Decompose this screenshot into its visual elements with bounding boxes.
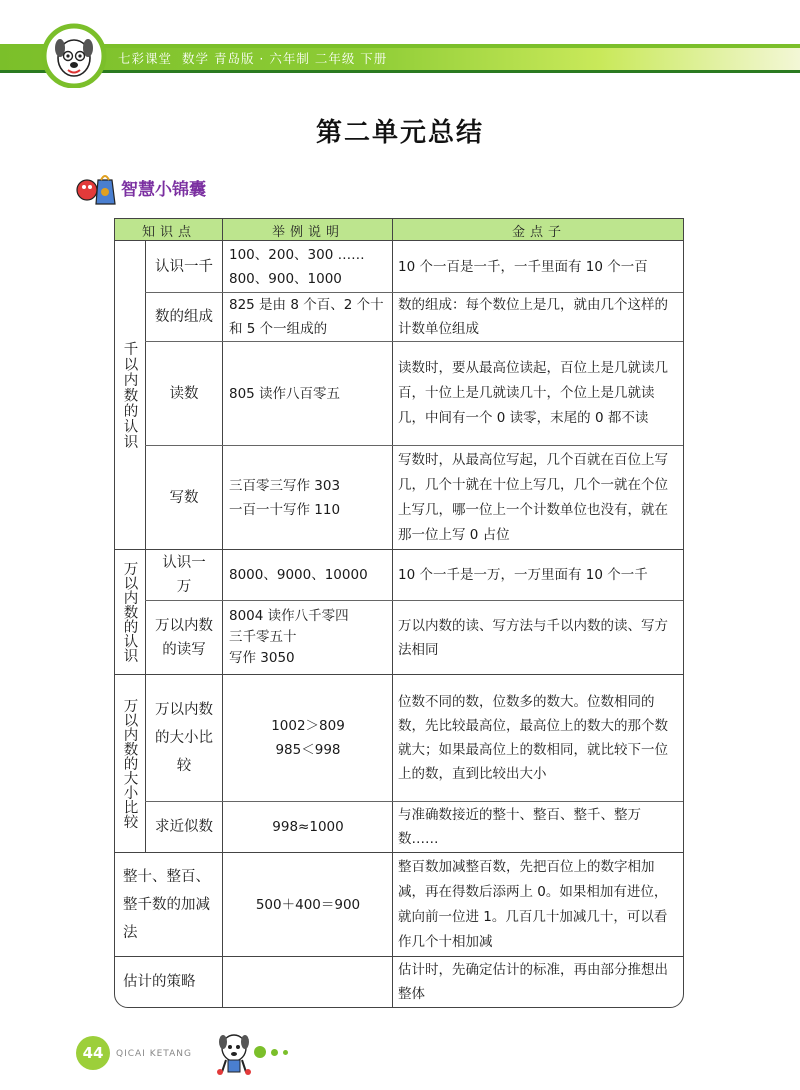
header-band-bottom <box>0 70 800 73</box>
table-row-topic: 估计的策略 <box>123 974 196 990</box>
header-golden-tip: 金点子 <box>511 224 566 240</box>
page-title: 第二单元总结 <box>315 118 484 148</box>
table-row-example: 500＋400＝900 <box>255 896 361 913</box>
table-row-topic: 万以内数的大小比较 <box>155 702 213 774</box>
table-row-topic: 万以内数的读写 <box>155 617 213 658</box>
table-row-example: 8004 读作八千零四 三千零五十 写作 3050 <box>229 608 349 666</box>
table-row-tip: 10 个一千是一万，一万里面有 10 个一千 <box>398 567 648 583</box>
group-label: 万以内数的大小比较 <box>121 698 138 829</box>
table-row-tip: 10 个一百是一千，一千里面有 10 个一百 <box>398 259 648 275</box>
table-row-example: 998≈1000 <box>272 819 344 835</box>
table-row-tip: 位数不同的数，位数多的数大。位数相同的数，先比较最高位，最高位上的数大的那个数就大；如果最高位上的数相同，就比较下一位上的数，直到比较出大小 <box>398 694 668 782</box>
table-row-tip: 写数时，从最高位写起，几个百就在百位上写几，几个十就在十位上写几，几个一就在个位上写几，哪一位上一个计数单位也没有，就在那一位上写 0 占位 <box>398 451 668 543</box>
table-row-tip: 与准确数接近的整十、整百、整千、整万数…… <box>398 807 641 847</box>
table-row-example: 1002＞809 985＜998 <box>271 718 345 758</box>
footer-dot <box>271 1049 278 1056</box>
footer-dot <box>254 1046 266 1058</box>
group-label: 千以内数的认识 <box>121 340 138 450</box>
section-label: 智慧小锦囊 <box>121 180 206 200</box>
table-row-example: 100、200、300 …… 800、900、1000 <box>229 247 365 287</box>
bag-icon <box>74 168 118 208</box>
dog-mascot-icon <box>38 22 110 88</box>
table-row-tip: 数的组成：每个数位上是几，就由几个这样的计数单位组成 <box>398 297 668 337</box>
table-row-tip: 估计时，先确定估计的标准，再由部分推想出整体 <box>398 962 668 1002</box>
header-text <box>118 49 387 67</box>
group-label: 万以内数的认识 <box>121 561 138 663</box>
header-series: 七彩课堂 <box>118 51 173 66</box>
table-row-example: 825 是由 8 个百、2 个十和 5 个一组成的 <box>229 297 384 337</box>
header-knowledge-point: 知识点 <box>141 224 196 240</box>
table-row-topic: 求近似数 <box>155 819 213 835</box>
footer-dot <box>283 1050 288 1055</box>
header-example: 举例说明 <box>271 224 344 240</box>
table-row-topic: 写数 <box>169 489 199 506</box>
table-row-example <box>223 957 393 1007</box>
header-book: 数学 青岛版 · 六年制 二年级 下册 <box>181 51 388 66</box>
footer-brand: QICAI KETANG <box>116 1049 192 1059</box>
table-row-example: 805 读作八百零五 <box>229 385 341 402</box>
table-row-tip: 读数时，要从最高位读起，百位上是几就读几百，十位上是几就读几十，个位上是几就读几，中间有一个 0 读零，末尾的 0 都不读 <box>398 360 668 426</box>
table-row-tip: 整百数加减整百数，先把百位上的数字相加减，再在得数后添两上 0。如果相加有进位，就向前一位进 1。几百几十加减几十，可以看作几个十相加减 <box>398 858 668 950</box>
page-number: 44 <box>76 1036 110 1070</box>
table-row-topic: 读数 <box>169 385 199 402</box>
table-row-topic: 整十、整百、整千数的加减法 <box>123 868 210 941</box>
table-row-topic: 认识一千 <box>155 259 213 275</box>
summary-table <box>114 218 684 1008</box>
table-header-row <box>115 219 684 241</box>
table-row-topic: 认识一万 <box>162 555 206 595</box>
table-row-example: 8000、9000、10000 <box>229 567 368 583</box>
table-row-topic: 数的组成 <box>155 309 213 325</box>
table-row-tip: 万以内数的读、写方法与千以内数的读、写方法相同 <box>398 617 668 658</box>
table-row-example: 三百零三写作 303 一百一十写作 110 <box>229 477 341 518</box>
